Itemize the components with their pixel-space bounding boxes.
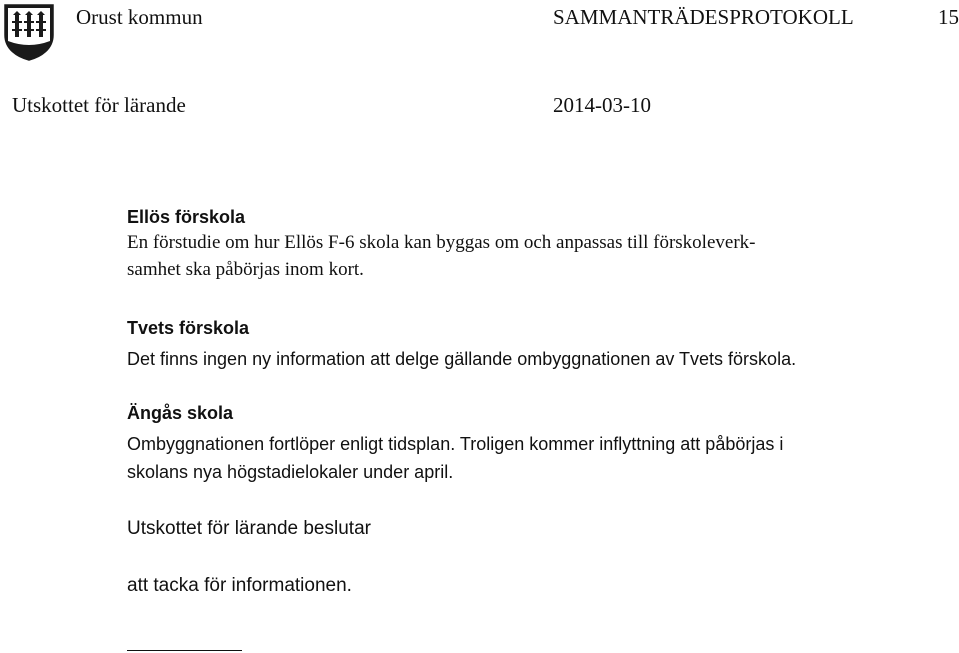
section-text-line: skolans nya högstadielokaler under april. bbox=[127, 462, 454, 482]
section-heading: Tvets förskola bbox=[127, 318, 250, 338]
page-number: 15 bbox=[938, 5, 959, 29]
committee-name: Utskottet för lärande bbox=[12, 93, 186, 117]
section-text-line: En förstudie om hur Ellös F-6 skola kan byggas om och anpassas till förskoleverk- bbox=[127, 232, 756, 253]
coat-of-arms-logo bbox=[3, 3, 55, 61]
section-text-line: samhet ska påbörjas inom kort. bbox=[127, 259, 364, 280]
decision-heading: Utskottet för lärande beslutar bbox=[127, 518, 371, 539]
section-heading: Ängås skola bbox=[127, 403, 234, 423]
section-heading: Ellös förskola bbox=[127, 207, 246, 227]
decision-text: att tacka för informationen. bbox=[127, 575, 352, 596]
coat-of-arms-icon bbox=[3, 3, 55, 61]
municipality-name: Orust kommun bbox=[76, 5, 203, 29]
meeting-date: 2014-03-10 bbox=[553, 93, 651, 117]
section-text-line: Ombyggnationen fortlöper enligt tidsplan. Troligen kommer inflyttning att påbörjas i bbox=[127, 434, 784, 454]
document-type: SAMMANTRÄDESPROTOKOLL bbox=[553, 5, 854, 29]
section-text-line: Det finns ingen ny information att delge gällande ombyggnationen av Tvets förskola. bbox=[127, 349, 797, 369]
signature-line bbox=[127, 650, 242, 651]
